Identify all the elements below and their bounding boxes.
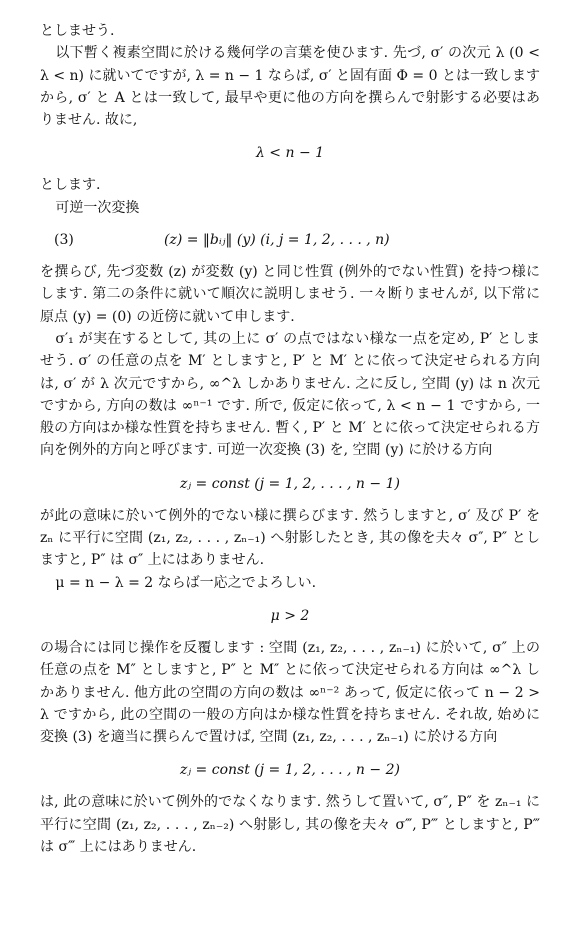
paragraph-4: 可逆一次変換 (55, 199, 140, 216)
paragraph-9: の場合には同じ操作を反覆します : 空間 (z₁, z₂, . . . , zₙ₋₁) に於いて, σ″ 上の任意の点を M″ としますと, P″ と M″ とに依って決定せられる方向は ∞^λ しかありません. 他方此の空間の方向の数は ∞ⁿ⁻² あって, 仮定に依って n − 2 > λ ですから, 此の空間の一般の方向はか様な性質を持ちません. それ故, 始めに変換 (3) を適当に撰らんで置けば, 空間 (z₁, z₂, . . . , zₙ₋₁) に於ける方向 (40, 639, 540, 746)
display-equation-1: λ < n − 1 (255, 145, 325, 162)
paragraph-6: σ′₁ が実在するとして, 其の上に σ′ の点ではない様な一点を定め, P′ としませう. σ′ の任意の点を M′ としますと, P′ と M′ とに依って決定せられる方向は, σ′ が λ 次元ですから, ∞^λ しかありません. 之に反し, 空間 (y) は n 次元ですから, 方向の数は ∞ⁿ⁻¹ です. 所で, 仮定に依って, λ < n − 1 ですから, 一般の方向はか様な性質を持ちません. 暫く, P′ と M′ とに依って決定せられる方向を例外的方向と呼びます. 可逆一次変換 (3) を, 空間 (y) に於ける方向 (40, 330, 540, 459)
equation-tag: (3) (54, 232, 74, 249)
display-equation-2: zⱼ = const (j = 1, 2, . . . , n − 1) (180, 475, 400, 492)
paragraph-3: とします. (40, 177, 101, 194)
display-equation-3: μ > 2 (270, 607, 310, 624)
paper-page (40, 20, 540, 858)
paragraph-2: 以下暫く複素空間に於ける幾何学の言葉を使ひます. 先づ, σ′ の次元 λ (0 < λ < n) に就いてですが, λ = n − 1 ならば, σ′ と固有面 Φ = 0 とは一致しますから, σ′ と A とは一致して, 最早や更に他の方向を撰らんで射影する必要はありません. 故に, (40, 45, 540, 129)
paragraph-10: は, 此の意味に於いて例外的でなくなります. 然うして置いて, σ″, P″ を zₙ₋₁ に平行に空間 (z₁, z₂, . . . , zₙ₋₂) へ射影し, 其の像を夫々 σ‴, P‴ としますと, P‴ は σ‴ 上にはありません. (40, 794, 540, 856)
paragraph-8: μ = n − λ = 2 ならば一応之でよろしい. (55, 574, 317, 591)
paragraph-7: が此の意味に於いて例外的でない様に撰らびます. 然うしますと, σ′ 及び P′ を zₙ に平行に空間 (z₁, z₂, . . . , zₙ₋₁) へ射影したとき, 其の像を夫々 σ″, P″ としますと, P″ は σ″ 上にはありません. (40, 507, 540, 569)
display-equation-tagged-3 (40, 229, 540, 251)
paragraph-1: としませう. (40, 23, 115, 39)
equation-body: (z) = ‖bᵢⱼ‖ (y) (i, j = 1, 2, . . . , n) (164, 232, 390, 249)
display-equation-4: zⱼ = const (j = 1, 2, . . . , n − 2) (180, 762, 400, 779)
paragraph-5: を撰らび, 先づ変数 (z) が変数 (y) と同じ性質 (例外的でない性質) を持つ様にします. 第二の条件に就いて順次に説明しませう. 一々断りませんが, 以下常に原点 (y) = (0) の近傍に就いて申します. (40, 264, 540, 325)
